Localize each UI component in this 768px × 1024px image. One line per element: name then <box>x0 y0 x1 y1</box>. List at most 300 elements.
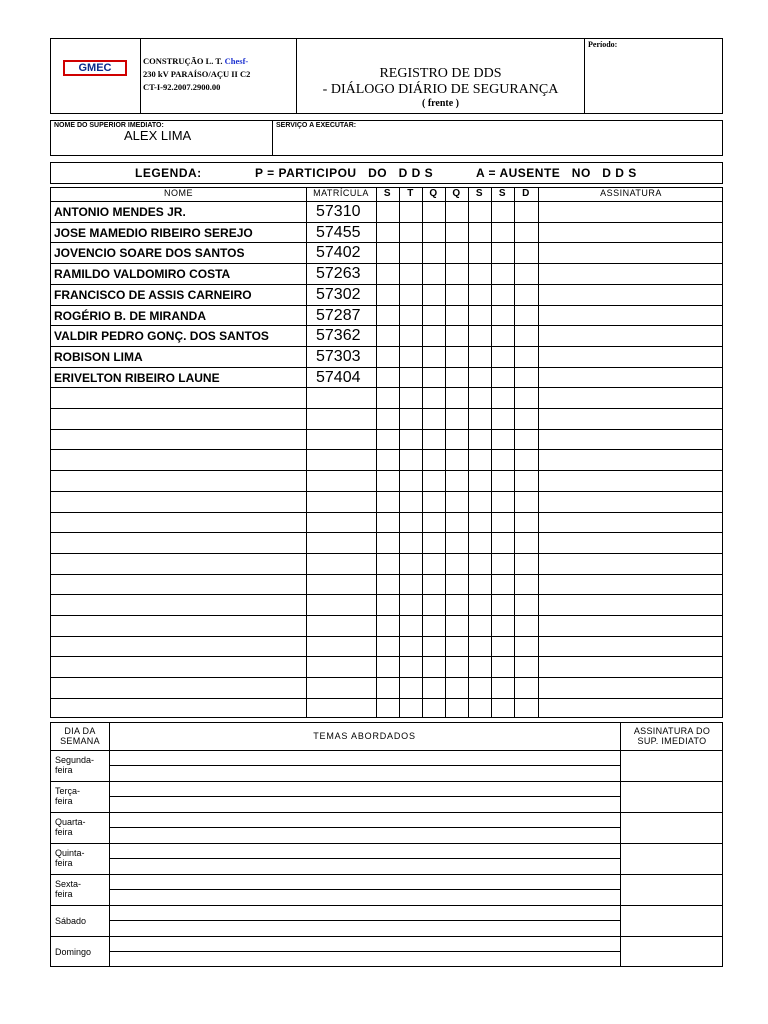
signature-cell[interactable] <box>538 368 724 388</box>
divider-weekly-signature <box>620 723 621 966</box>
attendance-day-cell[interactable] <box>514 637 538 657</box>
attendance-day-cell[interactable] <box>445 678 468 698</box>
attendance-day-cell[interactable] <box>399 492 422 512</box>
attendance-day-cell[interactable] <box>514 678 538 698</box>
attendance-day-cell[interactable] <box>468 657 491 677</box>
weekday-label <box>51 813 109 843</box>
attendance-day-cell[interactable] <box>445 347 468 367</box>
attendance-day-cell[interactable] <box>491 595 514 615</box>
attendance-day-cell[interactable] <box>514 513 538 533</box>
attendance-day-cell[interactable] <box>399 264 422 284</box>
signature-cell[interactable] <box>538 347 724 367</box>
attendance-day-cell[interactable] <box>422 306 445 326</box>
signature-cell[interactable] <box>538 306 724 326</box>
attendance-day-cell[interactable] <box>468 595 491 615</box>
employee-name[interactable] <box>51 533 306 553</box>
weekday-label <box>51 906 109 936</box>
attendance-day-cell[interactable] <box>491 326 514 346</box>
attendance-day-cell[interactable] <box>514 202 538 222</box>
employee-matricula[interactable] <box>306 409 376 429</box>
topic-line[interactable] <box>109 875 620 890</box>
attendance-day-cell[interactable] <box>445 513 468 533</box>
employee-name[interactable]: ERIVELTON RIBEIRO LAUNE <box>54 370 220 385</box>
attendance-day-cell[interactable] <box>491 471 514 491</box>
supervisor-signature-cell[interactable] <box>620 813 724 843</box>
attendance-day-cell[interactable] <box>376 471 399 491</box>
attendance-day-cell[interactable] <box>422 678 445 698</box>
employee-name[interactable]: ROGÉRIO B. DE MIRANDA <box>54 308 207 323</box>
attendance-day-cell[interactable] <box>445 430 468 450</box>
attendance-day-cell[interactable] <box>468 347 491 367</box>
attendance-day-cell[interactable] <box>445 264 468 284</box>
attendance-day-cell[interactable] <box>468 554 491 574</box>
employee-name[interactable] <box>51 595 306 615</box>
legend-bar <box>50 162 723 184</box>
attendance-day-cell[interactable] <box>399 368 422 388</box>
attendance-day-cell[interactable] <box>468 533 491 553</box>
employee-matricula[interactable] <box>306 513 376 533</box>
attendance-day-cell[interactable] <box>399 409 422 429</box>
employee-name[interactable] <box>51 409 306 429</box>
attendance-day-cell[interactable] <box>399 678 422 698</box>
signature-cell[interactable] <box>538 409 724 429</box>
employee-name[interactable]: ROBISON LIMA <box>54 349 143 364</box>
attendance-day-cell[interactable] <box>491 409 514 429</box>
attendance-day-cell[interactable] <box>445 202 468 222</box>
weekday-label <box>51 844 109 874</box>
attendance-day-cell[interactable] <box>376 202 399 222</box>
attendance-day-cell[interactable] <box>376 616 399 636</box>
employee-name[interactable] <box>51 637 306 657</box>
service-field[interactable] <box>273 121 722 155</box>
attendance-day-cell[interactable] <box>445 575 468 595</box>
table-row <box>51 491 722 512</box>
employee-matricula[interactable] <box>306 471 376 491</box>
weekly-row <box>51 936 722 967</box>
attendance-day-cell[interactable] <box>491 533 514 553</box>
employee-matricula[interactable] <box>306 637 376 657</box>
attendance-day-cell[interactable] <box>514 409 538 429</box>
supervisor-field[interactable] <box>51 121 273 155</box>
attendance-day-cell[interactable] <box>445 554 468 574</box>
employee-name[interactable] <box>51 430 306 450</box>
attendance-day-cell[interactable] <box>514 492 538 512</box>
employee-matricula[interactable] <box>306 657 376 677</box>
attendance-day-cell[interactable] <box>445 637 468 657</box>
attendance-day-cell[interactable] <box>468 202 491 222</box>
attendance-day-cell[interactable] <box>514 575 538 595</box>
header-day-of-week: DIA DA SEMANA <box>60 726 100 746</box>
signature-cell[interactable] <box>538 699 724 719</box>
attendance-day-cell[interactable] <box>445 285 468 305</box>
attendance-day-cell[interactable] <box>491 678 514 698</box>
weekday-line-2: feira <box>55 858 73 868</box>
attendance-day-cell[interactable] <box>422 595 445 615</box>
attendance-day-cell[interactable] <box>399 223 422 243</box>
attendance-day-cell[interactable] <box>445 657 468 677</box>
topic-line[interactable] <box>109 751 620 766</box>
employee-matricula[interactable]: 57310 <box>316 203 361 220</box>
attendance-day-cell[interactable] <box>514 533 538 553</box>
attendance-day-cell[interactable] <box>514 285 538 305</box>
employee-matricula[interactable]: 57302 <box>316 285 361 303</box>
attendance-day-cell[interactable] <box>514 264 538 284</box>
attendance-day-cell[interactable] <box>468 616 491 636</box>
attendance-day-cell[interactable] <box>491 554 514 574</box>
employee-name[interactable] <box>51 492 306 512</box>
weekday-line-1: Quinta- <box>55 848 85 858</box>
employee-name[interactable] <box>51 554 306 574</box>
attendance-day-cell[interactable] <box>376 409 399 429</box>
attendance-day-cell[interactable] <box>422 368 445 388</box>
attendance-day-cell[interactable] <box>468 678 491 698</box>
employee-matricula[interactable] <box>306 595 376 615</box>
signature-cell[interactable] <box>538 243 724 263</box>
signature-cell[interactable] <box>538 616 724 636</box>
attendance-day-cell[interactable] <box>491 223 514 243</box>
attendance-day-cell[interactable] <box>491 699 514 719</box>
employee-name[interactable]: ANTONIO MENDES JR. <box>54 205 186 219</box>
table-row <box>51 656 722 677</box>
attendance-day-cell[interactable] <box>399 533 422 553</box>
attendance-day-cell[interactable] <box>399 202 422 222</box>
attendance-day-cell[interactable] <box>514 430 538 450</box>
signature-cell[interactable] <box>538 533 724 553</box>
signature-cell[interactable] <box>538 223 724 243</box>
employee-matricula[interactable] <box>306 678 376 698</box>
attendance-day-cell[interactable] <box>514 223 538 243</box>
employee-name[interactable]: VALDIR PEDRO GONÇ. DOS SANTOS <box>54 329 269 344</box>
signature-cell[interactable] <box>538 388 724 408</box>
attendance-day-cell[interactable] <box>422 450 445 470</box>
signature-cell[interactable] <box>538 430 724 450</box>
attendance-day-cell[interactable] <box>468 492 491 512</box>
attendance-day-cell[interactable] <box>376 388 399 408</box>
topic-line[interactable] <box>109 859 620 874</box>
attendance-day-cell[interactable] <box>422 388 445 408</box>
attendance-day-cell[interactable] <box>376 657 399 677</box>
supervisor-signature-cell[interactable] <box>620 875 724 905</box>
signature-cell[interactable] <box>538 575 724 595</box>
attendance-day-cell[interactable] <box>445 388 468 408</box>
attendance-day-cell[interactable] <box>491 637 514 657</box>
attendance-day-cell[interactable] <box>376 637 399 657</box>
attendance-day-cell[interactable] <box>422 492 445 512</box>
attendance-day-cell[interactable] <box>422 554 445 574</box>
attendance-day-cell[interactable] <box>422 471 445 491</box>
attendance-day-cell[interactable] <box>399 575 422 595</box>
attendance-day-cell[interactable] <box>445 306 468 326</box>
attendance-day-cell[interactable] <box>376 678 399 698</box>
attendance-day-cell[interactable] <box>376 595 399 615</box>
signature-cell[interactable] <box>538 657 724 677</box>
supervisor-signature-cell[interactable] <box>620 844 724 874</box>
attendance-day-cell[interactable] <box>491 243 514 263</box>
attendance-day-cell[interactable] <box>468 223 491 243</box>
attendance-day-cell[interactable] <box>376 223 399 243</box>
attendance-day-cell[interactable] <box>376 554 399 574</box>
attendance-day-cell[interactable] <box>422 202 445 222</box>
attendance-day-cell[interactable] <box>399 637 422 657</box>
signature-cell[interactable] <box>538 326 724 346</box>
attendance-day-cell[interactable] <box>514 243 538 263</box>
attendance-day-cell[interactable] <box>376 264 399 284</box>
attendance-day-cell[interactable] <box>491 616 514 636</box>
attendance-day-cell[interactable] <box>422 637 445 657</box>
attendance-day-cell[interactable] <box>376 285 399 305</box>
attendance-day-cell[interactable] <box>376 326 399 346</box>
attendance-day-cell[interactable] <box>468 430 491 450</box>
attendance-day-cell[interactable] <box>491 492 514 512</box>
header-day-sat: S <box>498 188 507 199</box>
table-row <box>51 636 722 657</box>
topic-line[interactable] <box>109 782 620 797</box>
attendance-day-cell[interactable] <box>376 699 399 719</box>
employee-matricula[interactable]: 57362 <box>316 327 361 345</box>
employee-matricula[interactable] <box>306 492 376 512</box>
attendance-day-cell[interactable] <box>422 326 445 346</box>
supervisor-signature-cell[interactable] <box>620 751 724 781</box>
topic-line[interactable] <box>109 797 620 812</box>
employee-matricula[interactable]: 57455 <box>316 223 361 241</box>
attendance-day-cell[interactable] <box>491 202 514 222</box>
employee-matricula[interactable] <box>306 430 376 450</box>
attendance-day-cell[interactable] <box>468 326 491 346</box>
supervisor-name: ALEX LIMA <box>124 128 192 143</box>
attendance-day-cell[interactable] <box>399 471 422 491</box>
attendance-day-cell[interactable] <box>422 223 445 243</box>
attendance-day-cell[interactable] <box>491 285 514 305</box>
employee-name[interactable] <box>51 388 306 408</box>
attendance-day-cell[interactable] <box>399 450 422 470</box>
divider-signature <box>538 188 539 717</box>
attendance-day-cell[interactable] <box>514 388 538 408</box>
attendance-day-cell[interactable] <box>445 409 468 429</box>
title-line-1: REGISTRO DE DDS <box>379 66 502 81</box>
attendance-day-cell[interactable] <box>491 430 514 450</box>
attendance-day-cell[interactable] <box>376 450 399 470</box>
attendance-day-cell[interactable] <box>376 368 399 388</box>
signature-cell[interactable] <box>538 554 724 574</box>
attendance-day-cell[interactable] <box>422 243 445 263</box>
attendance-day-cell[interactable] <box>468 388 491 408</box>
attendance-day-cell[interactable] <box>422 264 445 284</box>
header-day-fri: S <box>475 188 484 199</box>
topic-line[interactable] <box>109 937 620 952</box>
employee-matricula[interactable]: 57402 <box>316 244 361 262</box>
employee-name[interactable] <box>51 699 306 719</box>
attendance-day-cell[interactable] <box>491 657 514 677</box>
employee-name[interactable] <box>51 471 306 491</box>
attendance-day-cell[interactable] <box>399 285 422 305</box>
attendance-day-cell[interactable] <box>445 533 468 553</box>
attendance-day-cell[interactable] <box>468 699 491 719</box>
attendance-day-cell[interactable] <box>491 368 514 388</box>
attendance-day-cell[interactable] <box>399 326 422 346</box>
attendance-day-cell[interactable] <box>491 264 514 284</box>
attendance-day-cell[interactable] <box>376 347 399 367</box>
topic-line[interactable] <box>109 844 620 859</box>
attendance-day-cell[interactable] <box>445 616 468 636</box>
attendance-day-cell[interactable] <box>399 347 422 367</box>
signature-cell[interactable] <box>538 492 724 512</box>
attendance-day-cell[interactable] <box>422 533 445 553</box>
supervisor-signature-cell[interactable] <box>620 937 724 967</box>
attendance-day-cell[interactable] <box>514 347 538 367</box>
attendance-day-cell[interactable] <box>491 347 514 367</box>
attendance-day-cell[interactable] <box>514 699 538 719</box>
employee-matricula[interactable]: 57287 <box>316 306 361 324</box>
attendance-day-cell[interactable] <box>422 347 445 367</box>
attendance-day-cell[interactable] <box>376 306 399 326</box>
attendance-day-cell[interactable] <box>491 450 514 470</box>
divider-day-5 <box>468 188 469 717</box>
signature-cell[interactable] <box>538 471 724 491</box>
employee-name[interactable] <box>51 513 306 533</box>
table-row <box>51 698 722 719</box>
employee-name[interactable] <box>51 657 306 677</box>
attendance-day-cell[interactable] <box>376 492 399 512</box>
attendance-day-cell[interactable] <box>468 637 491 657</box>
attendance-day-cell[interactable] <box>514 471 538 491</box>
attendance-day-cell[interactable] <box>468 306 491 326</box>
employee-name[interactable] <box>51 575 306 595</box>
table-row <box>51 201 722 222</box>
attendance-day-cell[interactable] <box>422 285 445 305</box>
employee-matricula[interactable] <box>306 554 376 574</box>
attendance-day-cell[interactable] <box>399 595 422 615</box>
attendance-day-cell[interactable] <box>491 513 514 533</box>
attendance-day-cell[interactable] <box>422 699 445 719</box>
attendance-day-cell[interactable] <box>514 306 538 326</box>
attendance-day-cell[interactable] <box>399 388 422 408</box>
attendance-day-cell[interactable] <box>376 533 399 553</box>
topic-line[interactable] <box>109 906 620 921</box>
employee-matricula[interactable] <box>306 388 376 408</box>
attendance-day-cell[interactable] <box>514 616 538 636</box>
supervisor-signature-cell[interactable] <box>620 906 724 936</box>
attendance-day-cell[interactable] <box>491 575 514 595</box>
employee-matricula[interactable] <box>306 575 376 595</box>
employee-matricula[interactable] <box>306 616 376 636</box>
signature-cell[interactable] <box>538 285 724 305</box>
attendance-day-cell[interactable] <box>445 243 468 263</box>
signature-cell[interactable] <box>538 513 724 533</box>
employee-name[interactable] <box>51 450 306 470</box>
attendance-day-cell[interactable] <box>399 699 422 719</box>
attendance-day-cell[interactable] <box>514 450 538 470</box>
attendance-day-cell[interactable] <box>514 326 538 346</box>
topic-line[interactable] <box>109 921 620 936</box>
employee-name[interactable]: JOVENCIO SOARE DOS SANTOS <box>54 246 245 261</box>
table-row <box>51 367 722 388</box>
attendance-day-cell[interactable] <box>468 264 491 284</box>
attendance-day-cell[interactable] <box>399 513 422 533</box>
signature-cell[interactable] <box>538 450 724 470</box>
employee-matricula[interactable] <box>306 533 376 553</box>
employee-name[interactable]: RAMILDO VALDOMIRO COSTA <box>54 267 231 282</box>
topic-line[interactable] <box>109 828 620 843</box>
attendance-day-cell[interactable] <box>445 595 468 615</box>
employee-name[interactable]: FRANCISCO DE ASSIS CARNEIRO <box>54 287 252 302</box>
attendance-day-cell[interactable] <box>514 368 538 388</box>
signature-cell[interactable] <box>538 595 724 615</box>
attendance-day-cell[interactable] <box>445 223 468 243</box>
weekday-line-1: Segunda- <box>55 755 95 765</box>
employee-name[interactable] <box>51 678 306 698</box>
attendance-day-cell[interactable] <box>399 306 422 326</box>
topic-line[interactable] <box>109 813 620 828</box>
attendance-day-cell[interactable] <box>468 513 491 533</box>
signature-cell[interactable] <box>538 264 724 284</box>
attendance-day-cell[interactable] <box>468 450 491 470</box>
attendance-day-cell[interactable] <box>399 616 422 636</box>
employee-name[interactable]: JOSE MAMEDIO RIBEIRO SEREJO <box>54 225 253 240</box>
topic-line[interactable] <box>109 890 620 905</box>
employee-name[interactable] <box>51 616 306 636</box>
attendance-day-cell[interactable] <box>445 699 468 719</box>
topic-line[interactable] <box>109 766 620 781</box>
table-row <box>51 553 722 574</box>
attendance-day-cell[interactable] <box>445 368 468 388</box>
employee-matricula[interactable] <box>306 699 376 719</box>
attendance-day-cell[interactable] <box>514 657 538 677</box>
attendance-day-cell[interactable] <box>399 657 422 677</box>
period-field[interactable] <box>585 39 724 113</box>
attendance-day-cell[interactable] <box>445 326 468 346</box>
attendance-day-cell[interactable] <box>445 492 468 512</box>
attendance-day-cell[interactable] <box>468 471 491 491</box>
supervisor-signature-cell[interactable] <box>620 782 724 812</box>
attendance-day-cell[interactable] <box>422 409 445 429</box>
attendance-day-cell[interactable] <box>468 243 491 263</box>
signature-cell[interactable] <box>538 678 724 698</box>
attendance-day-cell[interactable] <box>468 285 491 305</box>
attendance-day-cell[interactable] <box>376 243 399 263</box>
attendance-day-cell[interactable] <box>445 450 468 470</box>
attendance-day-cell[interactable] <box>376 513 399 533</box>
attendance-day-cell[interactable] <box>422 575 445 595</box>
signature-cell[interactable] <box>538 202 724 222</box>
form-title <box>297 39 585 113</box>
attendance-day-cell[interactable] <box>514 595 538 615</box>
attendance-day-cell[interactable] <box>422 430 445 450</box>
attendance-day-cell[interactable] <box>468 409 491 429</box>
attendance-day-cell[interactable] <box>376 430 399 450</box>
attendance-day-cell[interactable] <box>422 513 445 533</box>
topic-line[interactable] <box>109 952 620 967</box>
title-line-3: ( frente ) <box>421 98 460 109</box>
signature-cell[interactable] <box>538 637 724 657</box>
attendance-day-cell[interactable] <box>514 554 538 574</box>
attendance-day-cell[interactable] <box>422 657 445 677</box>
attendance-day-cell[interactable] <box>376 575 399 595</box>
attendance-day-cell[interactable] <box>399 243 422 263</box>
attendance-day-cell[interactable] <box>399 430 422 450</box>
supervisor-row <box>50 120 723 156</box>
attendance-day-cell[interactable] <box>399 554 422 574</box>
employee-matricula[interactable] <box>306 450 376 470</box>
attendance-day-cell[interactable] <box>422 616 445 636</box>
attendance-day-cell[interactable] <box>491 306 514 326</box>
attendance-day-cell[interactable] <box>468 575 491 595</box>
attendance-day-cell[interactable] <box>445 471 468 491</box>
attendance-day-cell[interactable] <box>468 368 491 388</box>
employee-matricula[interactable]: 57404 <box>316 368 361 386</box>
attendance-day-cell[interactable] <box>491 388 514 408</box>
employee-matricula[interactable]: 57303 <box>316 347 361 365</box>
employee-matricula[interactable]: 57263 <box>316 265 361 283</box>
